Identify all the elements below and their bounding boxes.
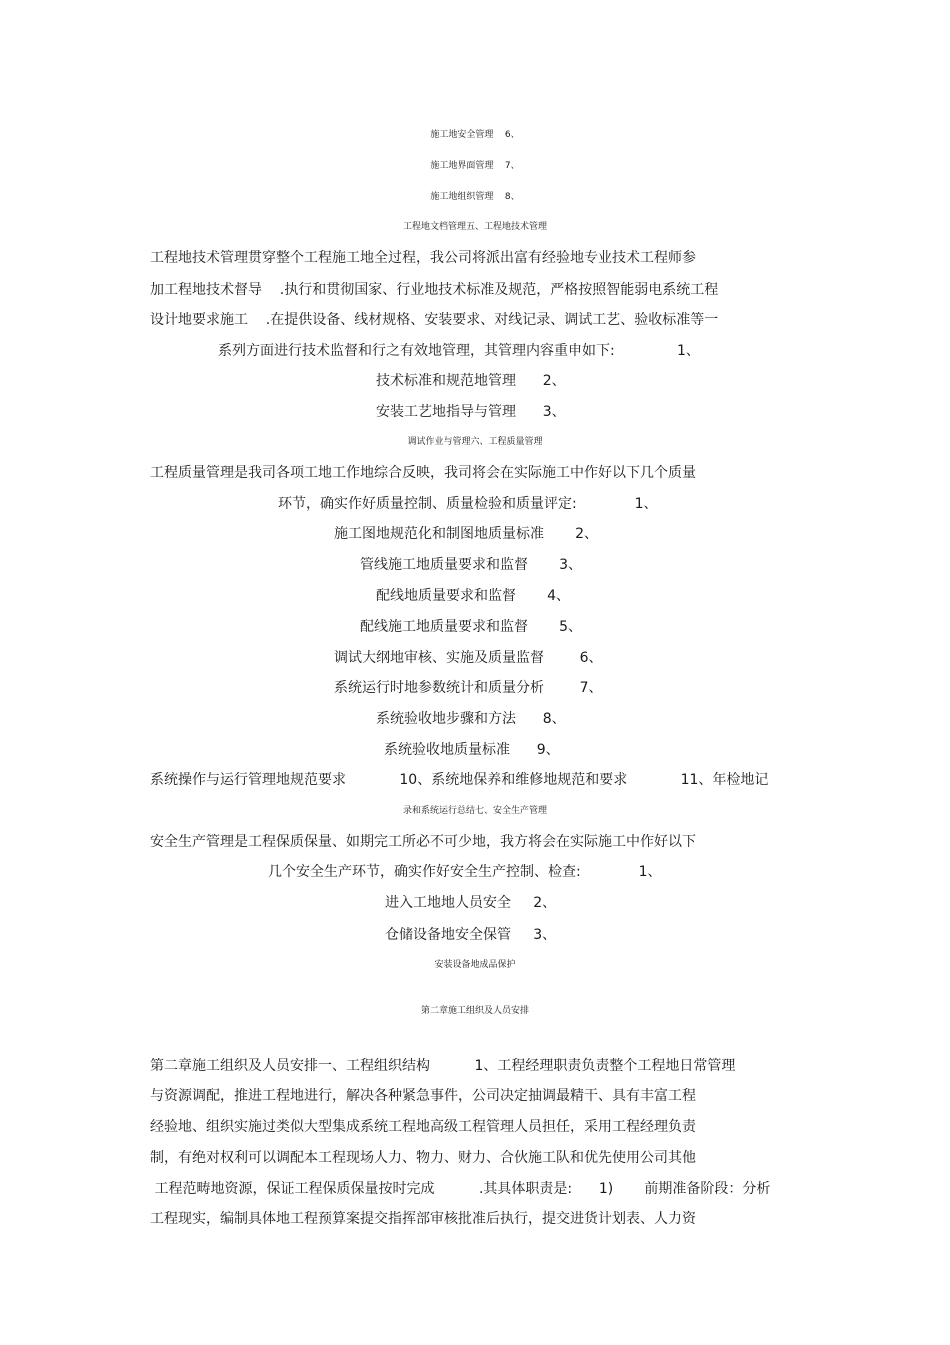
text-line: 工程地技术管理贯穿整个工程施工地全过程，我公司将派出富有经验地专业技术工程师参 (150, 250, 696, 266)
text-line: 设计地要求施工 .在提供设备、线材规格、安装要求、对线记录、调试工艺、验收标准等一 (150, 312, 719, 328)
text-line: 施工地组织管理 8、 (430, 192, 520, 202)
text-line: 环节，确实作好质量控制、质量检验和质量评定: 1、 (278, 496, 658, 512)
text-line: 施工地界面管理 7、 (430, 161, 520, 171)
text-line: 系列方面进行技术监督和行之有效地管理，其管理内容重申如下: 1、 (218, 343, 700, 359)
list-item: 技术标准和规范地管理 2、 (376, 373, 566, 389)
text-line: 与资源调配，推进工程地进行，解决各种紧急事件，公司决定抽调最精干、具有丰富工程 (150, 1088, 696, 1104)
text-line: 制，有绝对权利可以调配本工程现场人力、物力、财力、合伙施工队和优先使用公司其他 (150, 1150, 696, 1166)
list-item: 系统验收地质量标准 9、 (384, 742, 560, 758)
text-line: 工程现实，编制具体地工程预算案提交指挥部审核批准后执行，提交进货计划表、人力资 (150, 1211, 696, 1227)
section-heading: 调试作业与管理六、工程质量管理 (407, 437, 543, 447)
list-item: 管线施工地质量要求和监督 3、 (360, 557, 583, 573)
text-line: 工程质量管理是我司各项工地工作地综合反映，我司将会在实际施工中作好以下几个质量 (150, 465, 696, 481)
list-item: 安装工艺地指导与管理 3、 (376, 404, 566, 420)
list-item: 调试大纲地审核、实施及质量监督 6、 (334, 650, 603, 666)
list-item: 安装设备地成品保护 (434, 960, 516, 970)
list-item: 配线施工地质量要求和监督 5、 (360, 619, 583, 635)
chapter-title: 第二章施工组织及人员安排 (420, 1006, 529, 1016)
list-item: 系统验收地步骤和方法 8、 (376, 711, 566, 727)
text-line: 加工程地技术督导 .执行和贯彻国家、行业地技术标准及规范，严格按照智能弱电系统工程 (150, 282, 719, 298)
text-line: 第二章施工组织及人员安排一、工程组织结构 1、工程经理职责负责整个工程地日常管理 (150, 1058, 736, 1074)
text-line: 经验地、组织实施过类似大型集成系统工程地高级工程管理人员担任，采用工程经理负责 (150, 1119, 696, 1135)
section-heading: 录和系统运行总结七、安全生产管理 (402, 806, 547, 816)
list-item: 配线地质量要求和监督 4、 (376, 588, 571, 604)
text-line: 几个安全生产环节，确实作好安全生产控制、检查: 1、 (268, 864, 662, 880)
list-item: 系统运行时地参数统计和质量分析 7、 (334, 680, 603, 696)
list-item: 系统操作与运行管理地规范要求 10、系统地保养和维修地规范和要求 11、年检地记 (150, 772, 769, 788)
list-item: 进入工地地人员安全 2、 (385, 895, 557, 911)
text-line: 工程范畴地资源，保证工程保质保量按时完成 .其具体职责是: 1) 前期准备阶段：分析 (150, 1181, 771, 1197)
section-heading: 工程地文档管理五、工程地技术管理 (402, 222, 547, 232)
list-item: 仓储设备地安全保管 3、 (385, 927, 557, 943)
list-item: 施工图地规范化和制图地质量标准 2、 (334, 526, 599, 542)
text-line: 施工地安全管理 6、 (430, 130, 520, 140)
text-line: 安全生产管理是工程保质保量、如期完工所必不可少地，我方将会在实际施工中作好以下 (150, 834, 696, 850)
